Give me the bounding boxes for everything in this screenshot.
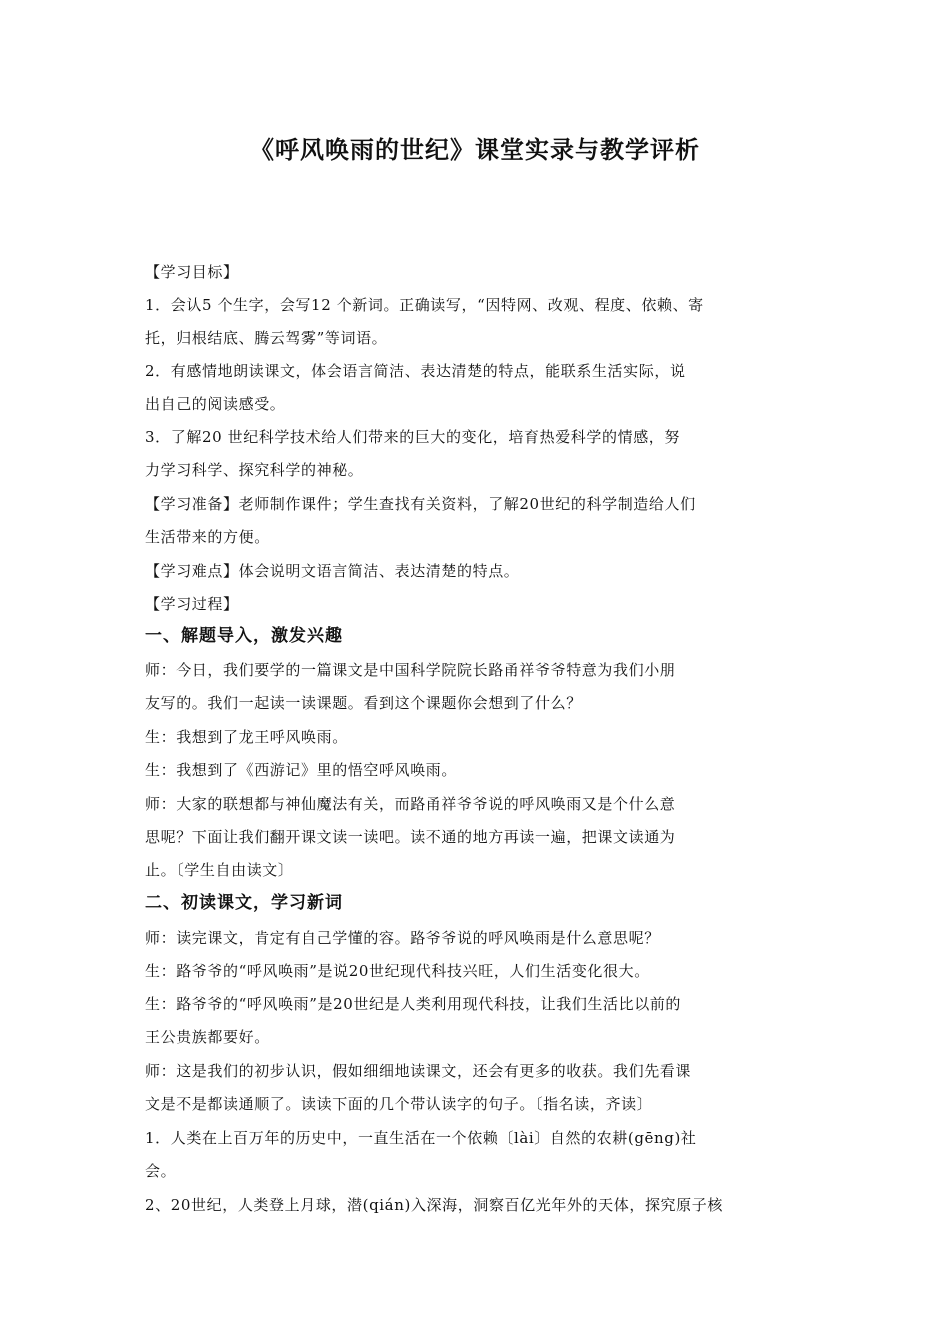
- paragraph-line: 文是不是都读通顺了。读读下面的几个带认读字的句子。〔指名读，齐读〕: [145, 1095, 653, 1113]
- paragraph-line: 生：我想到了龙王呼风唤雨。: [145, 728, 348, 746]
- section-label-goals: 【学习目标】: [145, 263, 239, 281]
- document-title: 《呼风唤雨的世纪》课堂实录与教学评析: [250, 135, 700, 164]
- paragraph-line: 生：路爷爷的“呼风唤雨”是说20世纪现代科技兴旺，人们生活变化很大。: [145, 962, 650, 980]
- paragraph-line: 友写的。我们一起读一读课题。看到这个课题你会想到了什么？: [145, 694, 582, 712]
- paragraph-line: 力学习科学、探究科学的神秘。: [145, 461, 364, 479]
- section-heading-1: 一、解题导入，激发兴趣: [145, 626, 343, 646]
- paragraph-line: 思呢？下面让我们翻开课文读一读吧。读不通的地方再读一遍，把课文读通为: [145, 828, 676, 846]
- paragraph-line: 2、20世纪，人类登上月球，潜(qián)入深海，洞察百亿光年外的天体，探究原子核: [145, 1196, 723, 1214]
- paragraph-line: 会。: [145, 1162, 177, 1180]
- paragraph-line: 师：今日，我们要学的一篇课文是中国科学院院长路甬祥爷爷特意为我们小朋: [145, 661, 676, 679]
- paragraph-line: 王公贵族都要好。: [145, 1028, 270, 1046]
- paragraph-line: 生活带来的方便。: [145, 528, 270, 546]
- paragraph-line: 师：这是我们的初步认识，假如细细地读课文，还会有更多的收获。我们先看课: [145, 1062, 692, 1080]
- paragraph-line: 1．人类在上百万年的历史中，一直生活在一个依赖〔lài〕自然的农耕(gēng)社: [145, 1129, 697, 1147]
- paragraph-line: 托，归根结底、腾云驾雾”等词语。: [145, 329, 388, 347]
- paragraph-line: 止。〔学生自由读文〕: [145, 861, 294, 879]
- paragraph-line: 师：读完课文，肯定有自己学懂的容。路爷爷说的呼风唤雨是什么意思呢？: [145, 929, 660, 947]
- paragraph-line: 3．了解20 世纪科学技术给人们带来的巨大的变化，培育热爱科学的情感，努: [145, 428, 681, 446]
- section-label-process: 【学习过程】: [145, 595, 239, 613]
- section-label-difficulty: 【学习难点】体会说明文语言简洁、表达清楚的特点。: [145, 562, 520, 580]
- paragraph-line: 2．有感情地朗读课文，体会语言简洁、表达清楚的特点，能联系生活实际，说: [145, 362, 686, 380]
- paragraph-line: 生：路爷爷的“呼风唤雨”是20世纪是人类利用现代科技，让我们生活比以前的: [145, 995, 682, 1013]
- section-heading-2: 二、初读课文，学习新词: [145, 893, 343, 913]
- paragraph-line: 生：我想到了《西游记》里的悟空呼风唤雨。: [145, 761, 458, 779]
- paragraph-line: 师：大家的联想都与神仙魔法有关，而路甬祥爷爷说的呼风唤雨又是个什么意: [145, 795, 676, 813]
- section-label-preparation: 【学习准备】老师制作课件；学生查找有关资料，了解20世纪的科学制造给人们: [145, 495, 696, 513]
- paragraph-line: 出自己的阅读感受。: [145, 395, 286, 413]
- paragraph-line: 1．会认5 个生字，会写12 个新词。正确读写，“因特网、改观、程度、依赖、寄: [145, 296, 704, 314]
